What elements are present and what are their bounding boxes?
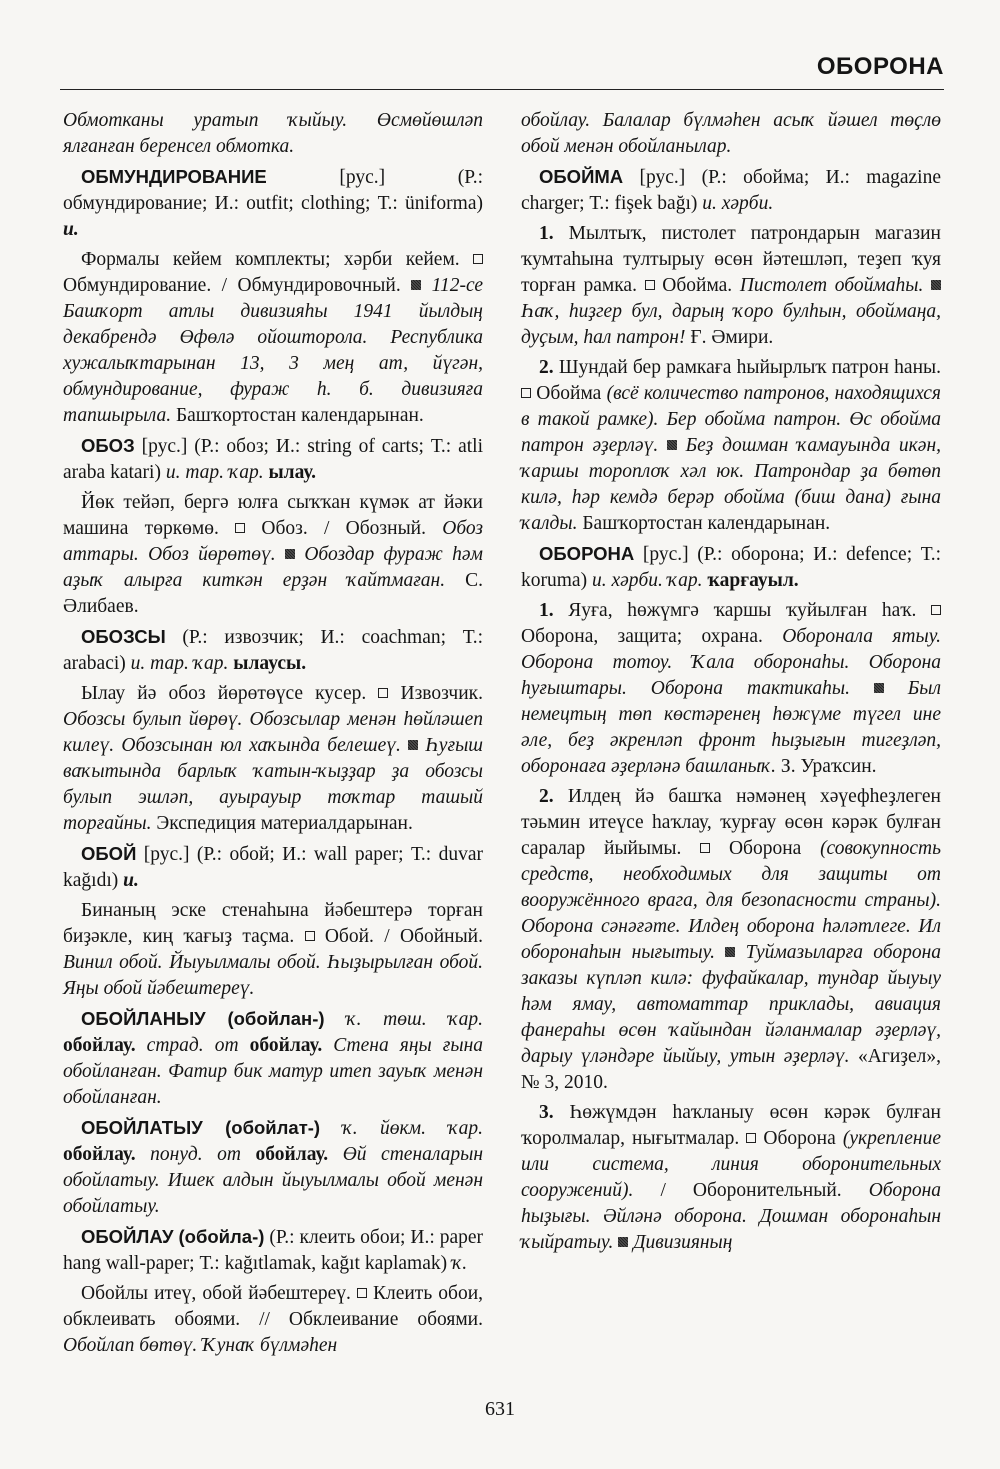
text (206, 1009, 228, 1030)
empty-square-icon (378, 688, 388, 698)
bold-text: обойлау. (255, 1144, 329, 1165)
text: [рус.] (Р.: обоз; И.: string of carts; Т.: atli araba katari) (63, 436, 483, 483)
dictionary-entry-oboy (63, 841, 483, 894)
italic-text: Һуғыш ваҡытында барлыҡ ҡатын-ҡыҙҙар ҙа обозсы булып эшләп, ауырауыр тоҡтар ташый торғайны. (63, 735, 483, 834)
italic-text: ҡ. йөкм. ҡар. (342, 1118, 484, 1139)
empty-square-icon (473, 254, 483, 264)
italic-text: (укрепление или система, линия оборонительных сооружений). (521, 1128, 941, 1201)
italic-text: Был немецтың төп көстәренең һөжүме түгел ине әле, беҙ әкренләп фронт һыҙығын тигеҙләп, оборонаға әҙерләнә башланыҡ. (521, 678, 941, 777)
filled-square-icon (285, 549, 295, 559)
page-number: 631 (485, 1398, 515, 1420)
text: Йөк тейәп, бергә юлға сыҡҡан күмәк ат йәки машина төркөмө. (63, 492, 483, 539)
text (325, 1009, 347, 1030)
text: Оборона (710, 838, 821, 859)
text: Извозчик. (388, 683, 483, 704)
text (203, 1118, 225, 1139)
entry-sense-2 (521, 784, 941, 1096)
text: [рус.] (Р.: обой; И.: wall paper; Т.: duvar kağıdı) (63, 844, 483, 891)
filled-square-icon (411, 280, 421, 290)
dictionary-entry-obozsy (63, 624, 483, 677)
bold-text: обойлау. (63, 1144, 136, 1165)
entry-definition (63, 1281, 483, 1359)
dictionary-entry-oboyma (521, 164, 941, 217)
text: Обмундирование. / Обмундировочный. (63, 275, 412, 296)
filled-square-icon (667, 440, 677, 450)
italic-text: и. хәрби. (702, 193, 774, 214)
italic-text: ҡ. төш. ҡар. (346, 1009, 483, 1030)
italic-text: и. хәрби. ҡар. (591, 570, 703, 591)
dictionary-entry-oboylanyu (63, 1006, 483, 1111)
text (320, 1118, 342, 1139)
filled-square-icon (874, 683, 884, 693)
bold-text: обойлау. (63, 1035, 136, 1056)
headword: (обойлан-) (227, 1008, 325, 1029)
header-rule (60, 89, 944, 90)
italic-text: Дивизияның (628, 1232, 733, 1253)
italic-text: Обоз аттары. Обоз йөрөтөү. (63, 518, 483, 565)
headword: ОБОЙ (81, 843, 137, 864)
filled-square-icon (618, 1237, 628, 1247)
bold-text: обойлау. (249, 1035, 323, 1056)
text: З. Ураҡсин. (776, 756, 877, 777)
text: Илдең йә башҡа нәмәнең хәүефһеҙлеген тәьмин итеүсе һаҡлау, ҡурғау өсөн кәрәк булған саралар йыйымы. (521, 786, 941, 859)
empty-square-icon (931, 605, 941, 615)
entry-sense-2 (521, 355, 941, 537)
text: Бинаның эске стенаһына йәбештерә торған биҙәкле, киң ҡағыҙ таҫма. (63, 900, 483, 947)
text: (Р.: клеить обои; И.: paper hang wall-paper; Т.: kağıtlamak, kağıt kaplamak) (63, 1227, 484, 1274)
entry-definition (63, 898, 483, 1002)
bold-text: ылау. (268, 462, 317, 483)
text: Яуға, һөжүмгә ҡаршы ҡуйылған һаҡ. (553, 600, 931, 621)
bold-text: 1. (539, 600, 554, 621)
text: Башҡортостан календарынан. (577, 513, 831, 534)
entry-sense-1 (521, 598, 941, 780)
text: Ғ. Әмири. (685, 327, 774, 348)
dictionary-entry-oboz (63, 433, 483, 486)
italic-text: ҡ. (452, 1253, 468, 1274)
headword: ОБОЗ (81, 435, 135, 456)
headword: ОБОРОНА (539, 543, 635, 564)
italic-text: Обмотканы уратып ҡыйыу. Өсмөйөшләп ялғанған беренсел обмотка. (63, 110, 483, 157)
entry-paragraph (521, 108, 941, 160)
empty-square-icon (235, 523, 245, 533)
italic-text: Туймазыларға оборона заказы күпләп килә: фуфайкалар, тундар йыуыу һәм ямау, автоматтар приклады, авиация фанераһы өсөн ҡайындан йәланмалар әҙерләү, дарыу үләндәре йыйыу, утын әҙерләү. (521, 942, 941, 1067)
text: Обойма. (654, 275, 740, 296)
bold-text: 3. (539, 1102, 554, 1123)
empty-square-icon (521, 388, 531, 398)
italic-text: Обозсы булып йөрөү. Обозсылар менән һөйләшеп килеү. Обозсынан юл хаҡында белешеү. (63, 709, 483, 756)
empty-square-icon (305, 931, 315, 941)
entry-definition (63, 247, 483, 429)
empty-square-icon (700, 843, 710, 853)
entry-sense-1 (521, 221, 941, 351)
headword: ОБМУНДИРОВАНИЕ (81, 166, 267, 187)
italic-text: Обоздар фураж һәм аҙыҡ алырға киткән ерҙән ҡайтмаған. (63, 544, 483, 591)
italic-text: Винил обой. Йыуылмалы обой. Һыҙырылған обой. Яңы обой йәбештереү. (63, 952, 483, 999)
text: / Оборонительный. (633, 1180, 869, 1201)
italic-text: понуд. от (135, 1144, 256, 1165)
italic-text: и. тар. ҡар. (130, 653, 229, 674)
dictionary-entry-oboylau (63, 1224, 483, 1277)
bold-text: ылаусы. (233, 653, 307, 674)
headword: (обойла-) (178, 1226, 265, 1247)
italic-text: (совокупность средств, необходимых для защиты от вооружённого врага, для безопасности страны). Оборона сәнәғәте. Илдең оборона һәләтлеге. Ил оборонаһын нығытыу. (521, 838, 941, 963)
headword: ОБОЙМА (539, 166, 624, 187)
italic-text: Пистолет обоймаһы. (739, 275, 931, 296)
headword: ОБОЙЛАУ (81, 1226, 174, 1247)
entry-definition (63, 490, 483, 620)
empty-square-icon (357, 1288, 367, 1298)
text: Оборона (756, 1128, 843, 1149)
bold-text: 1. (539, 223, 554, 244)
italic-text: Оборона һыҙығы. Әйләнә оборона. Дошман оборонаһын ҡыйратыу. (521, 1180, 941, 1253)
headword: ОБОЙЛАНЫУ (81, 1008, 206, 1029)
text: [рус.] (Р.: обмундирование; И.: outfit; clothing; Т.: üniforma) (63, 167, 483, 214)
left-column (63, 108, 483, 1363)
filled-square-icon (408, 740, 418, 750)
bold-text: ҡарғауыл. (707, 570, 799, 591)
italic-text: страд. от (135, 1035, 250, 1056)
text: Обойлы итеү, обой йәбештереү. (81, 1283, 357, 1304)
text: Башҡортостан календарынан. (171, 405, 424, 426)
part-of-speech: и. (123, 870, 139, 891)
empty-square-icon (746, 1133, 756, 1143)
text: Оборона, защита; охрана. (521, 626, 783, 647)
headword: ОБОЙЛАТЫУ (81, 1117, 203, 1138)
part-of-speech: и. (63, 219, 79, 240)
italic-text: Беҙ дошман ҡамауында икән, ҡаршы тороплоҡ хәл юк. Патрондар ҙа бөтөп килә, һәр кемдә берәр обойма (биш дана) ғына ҡалды. (521, 435, 941, 534)
text: Обоз. / Обозный. (245, 518, 443, 539)
dictionary-entry-oboylatyu (63, 1115, 483, 1220)
italic-text: Обойлап бөтөү. Ҡунаҡ бүлмәһен (63, 1335, 338, 1356)
filled-square-icon (931, 280, 941, 290)
text: Клеить обои, обклеивать обоями. // Обклеивание обоями. (63, 1283, 484, 1330)
italic-text: (всё количество патронов, находящихся в такой рамке). Бер обойма патрон. Өс обойма патрон әҙерләү. (521, 383, 941, 456)
text: Формалы кейем комплекты; хәрби кейем. (81, 249, 473, 270)
bold-text: 2. (539, 786, 554, 807)
text: Обойма (531, 383, 607, 404)
entry-sense-3 (521, 1100, 941, 1256)
italic-text: обойлау. Балалар бүлмәһен асыҡ йәшел төҫлө обой менән обойланылар. (521, 110, 941, 157)
dictionary-entry-oborona (521, 541, 941, 594)
text: Экспедиция материалдарынан. (151, 813, 413, 834)
text: С. Әлибаев. (63, 570, 483, 617)
headword: (обойлат-) (225, 1117, 321, 1138)
dictionary-entry-obmundirovanie (63, 164, 483, 243)
headword: ОБОЗСЫ (81, 626, 166, 647)
right-column (521, 108, 941, 1260)
text: Шундай бер рамкаға һыйырлыҡ патрон һаны. (553, 357, 941, 378)
entry-paragraph (63, 108, 483, 160)
text: [рус.] (Р.: обойма; И.: magazine charger; Т.: fişek bağı) (521, 167, 941, 214)
text: (Р.: извозчик; И.: coachman; Т.: arabaci) (63, 627, 483, 674)
italic-text: Һаҡ, һиҙгер бул, дарың ҡоро булһын, обоймаңа, дуҫым, һал патрон! (521, 301, 941, 348)
italic-text: Стена яңы ғына обойланған. Фатир бик матур итеп зауыҡ менән обойланған. (63, 1035, 483, 1108)
text: Мылтыҡ, пистолет патрондарын магазин ҡумтаһына тултырыу өсөн йәтешләп, теҙеп ҡуя торған рамка. (521, 223, 941, 296)
bold-text: 2. (539, 357, 554, 378)
italic-text: Өй стеналарын обойлатыу. Ишек алдын йыуылмалы обой менән обойлатыу. (63, 1144, 483, 1217)
entry-definition (63, 681, 483, 837)
filled-square-icon (725, 947, 735, 957)
running-head: ОБОРОНА (816, 53, 944, 80)
text: Ылау йә обоз йөрөтөүсе кусер. (81, 683, 379, 704)
italic-text: и. тар. ҡар. (165, 462, 264, 483)
italic-text: Оборонала ятыу. Оборона тотоу. Ҡала оборонаһы. Оборона һуғыштары. Оборона тактикаһы. (521, 626, 941, 699)
italic-text: 112-се Башҡорт атлы дивизияһы 1941 йылдың декабрендә Өфөлә ойошторолa. Республика хужалыҡтарынан 13, 3 мең ат, йүгән, обмундирование, фураж һ. б. дивизияға тапшырыла. (63, 275, 483, 426)
empty-square-icon (645, 280, 655, 290)
text: Һөжүмдән һаҡланыу өсөн кәрәк булған ҡоролмалар, нығытмалар. (521, 1102, 941, 1149)
text: «Агиҙел», № 3, 2010. (521, 1046, 941, 1093)
text: Обой. / Обойный. (314, 926, 483, 947)
text: [рус.] (Р.: оборона; И.: defence; Т.: koruma) (521, 544, 941, 591)
